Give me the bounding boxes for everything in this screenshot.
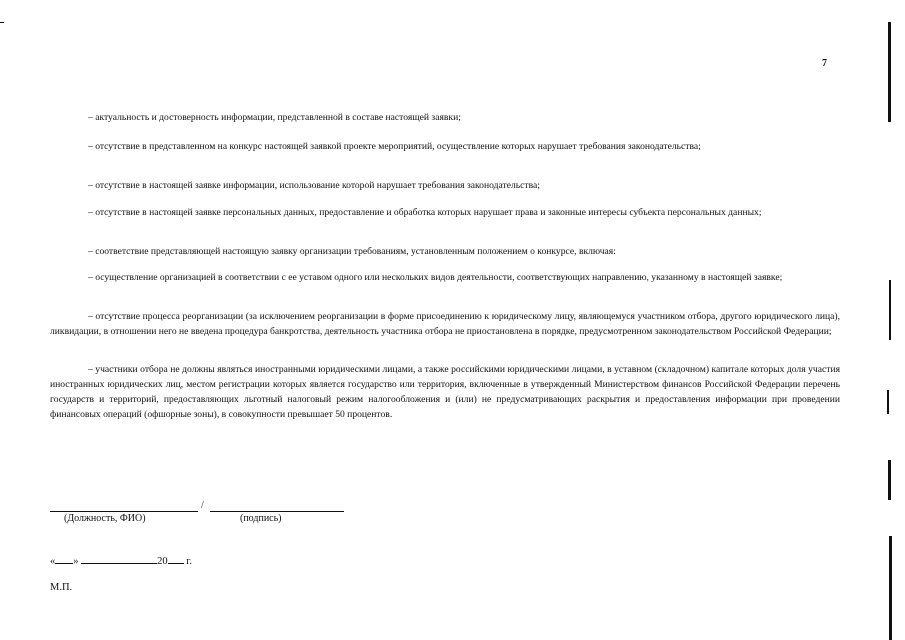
date-open-quote: « xyxy=(50,556,56,567)
paragraph-7: – отсутствие процесса реорганизации (за исключением реорганизации в форме присоединению к юридическому лицу, являющемуся участником отбора, другого юридического лица), ликвидации, в отношении него не введена процедура банкротства, деятельность участника отбора не приостановлена в порядке, предусмотренном законодательством Российской Федерации; xyxy=(50,311,840,337)
scan-edge-mark xyxy=(889,536,892,640)
paragraph-3: – отсутствие в настоящей заявке информации, использование которой нарушает требования законодательства; xyxy=(88,180,540,191)
paragraph-5: – соответствие представляющей настоящую заявку организации требованиям, установленным положением о конкурсе, включая: xyxy=(88,246,616,257)
paragraph-2: – отсутствие в представленном на конкурс настоящей заявкой проекте мероприятий, осуществление которых нарушает требования законодательства; xyxy=(88,141,701,152)
date-line xyxy=(50,553,192,567)
scan-edge-mark xyxy=(888,460,891,500)
signature-caption: (подпись) xyxy=(240,513,282,524)
day-blank xyxy=(55,553,73,564)
year-prefix: 20 xyxy=(157,556,168,567)
year-suffix: г. xyxy=(186,556,192,567)
signature-line xyxy=(210,511,344,512)
year-blank xyxy=(168,553,184,564)
scan-edge-mark xyxy=(888,22,891,122)
position-caption: (Должность, ФИО) xyxy=(64,513,146,524)
page-number: 7 xyxy=(822,58,827,69)
date-close-quote: » xyxy=(73,556,79,567)
scan-edge-mark xyxy=(889,280,891,340)
position-signature-line xyxy=(50,511,198,512)
paragraph-8: – участники отбора не должны являться иностранными юридическими лицами, а также российскими юридическими лицами, в уставном (складочном) капитале которых доля участия иностранных юридических лиц, местом регистрации которых является государство или территория, включенные в утвержденный Министерством финансов Российской Федерации перечень государств и территорий, предоставляющих льготный налоговый режим налогообложения и (или) не предусматривающих раскрытия и предоставления информации при проведении финансовых операций (офшорные зоны), в совокупности превышает 50 процентов. xyxy=(50,364,840,420)
signature-separator: / xyxy=(201,500,204,511)
scan-corner-mark xyxy=(0,22,4,23)
paragraph-6: – осуществление организацией в соответствии с ее уставом одного или нескольких видов деятельности, соответствующих направлению, указанному в настоящей заявке; xyxy=(88,272,783,283)
scan-edge-mark xyxy=(887,390,889,414)
month-blank xyxy=(81,553,157,564)
paragraph-1: – актуальность и достоверность информации, представленной в составе настоящей заявки; xyxy=(88,112,461,123)
seal-label: М.П. xyxy=(50,582,73,593)
paragraph-4: – отсутствие в настоящей заявке персональных данных, предоставление и обработка которых нарушает права и законные интересы субъекта персональных данных; xyxy=(88,207,762,218)
